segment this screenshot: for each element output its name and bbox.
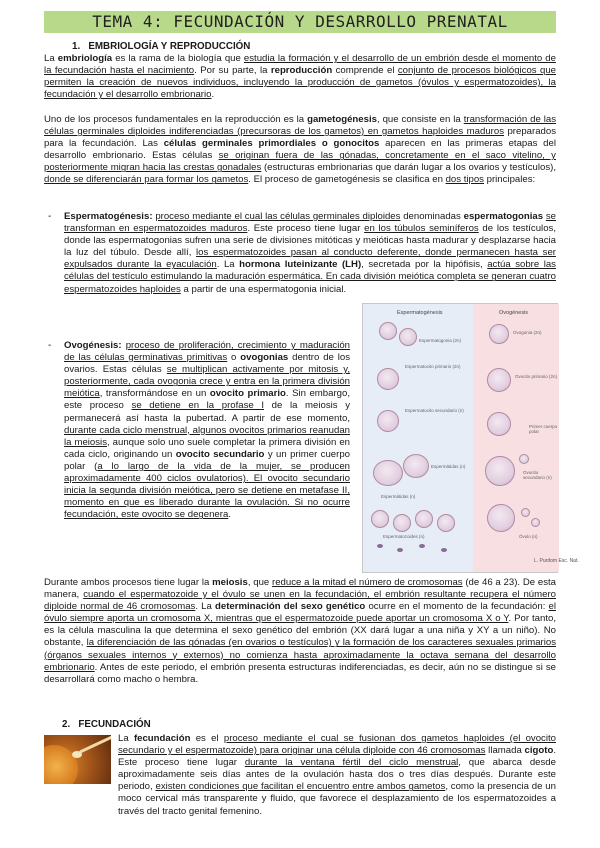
primary-oocyte-cell xyxy=(487,412,511,436)
figure-note: Espermatocito primario (2n) xyxy=(405,364,461,369)
sperm-icon xyxy=(419,544,425,548)
paragraph-embriologia: La embriología es la rama de la biología que estudia la formación y el desarrollo de un embrión desde el momento de la fecundación hasta el nacimiento. Por su parte, la reproducción comprende el conjunto de procesos biológicos que permiten la creación de nuevos individuos, incluyendo la producción de gametos (óvulos y espermatozoides), la fecundación y el desarrollo embrionario. xyxy=(44,53,556,101)
paragraph-fecundacion-top: La fecundación es el proceso mediante el cual se fusionan dos gametos haploides (el ovocito secundario y el espermatozoide) para originar una célula diploide con 46 cromosomas llamada cigoto. Este proceso tiene lugar durante la ventana fértil del ciclo menstrual, que abarca desde aproximadamente seis días antes de la ovulación hasta dos o tres días después. Durante este periodo, existen condiciones que facilitan el encuentro entre ambos gametos, como la presencia de un moco cervical más transparente y fluido, que favorece el desplazamiento de los espermatozoides a través del tracto genital femenino. xyxy=(118,733,556,817)
secondary-spermatocyte-cell xyxy=(415,510,433,528)
section-2-heading xyxy=(62,719,151,731)
oogenesis-panel xyxy=(473,304,559,572)
figure-note: Espermatozoides (n) xyxy=(383,534,425,539)
secondary-spermatocyte-cell xyxy=(371,510,389,528)
oogenesis-label: Ovogénesis xyxy=(499,310,529,316)
secondary-oocyte-cell xyxy=(485,456,515,486)
title-banner xyxy=(44,11,556,33)
dividing-cell xyxy=(403,454,429,478)
dividing-cell xyxy=(373,460,403,486)
primary-oocyte-cell xyxy=(487,368,511,392)
figure-note: Espermatogonia (2n) xyxy=(419,338,462,343)
section-1-heading xyxy=(72,41,250,53)
secondary-spermatocyte-cell xyxy=(437,514,455,532)
sperm-head xyxy=(72,751,82,758)
page-title: TEMA 4: FECUNDACIÓN Y DESARROLLO PRENATAL xyxy=(92,11,508,31)
figure-note: Espermátidas (n) xyxy=(431,464,466,469)
figure-note: Espermatocito secundario (n) xyxy=(405,408,464,413)
bullet-dash: - xyxy=(48,340,52,351)
bullet-espermatogenesis: Espermatogénesis: proceso mediante el cual las células germinales diploides denominadas espermatogonias se transforman en espermatozoides maduros. Este proceso tiene lugar en los túbulos seminíferos de los testículos, donde las espermatogonias sufren una serie de divisiones mitóticas y meióticas hasta madurar y desplazarse hacia la luz del túbulo. Desde allí, los espermatozoides pasan al conducto deferente, donde permanecen hasta ser expulsados durante la eyaculación. La hormona luteinizante (LH), secretada por la hipófisis, actúa sobre las células del testículo estimulando la maduración espermática. En cada división meiótica completa se generan cuatro espermatozoides haploides a partir de una espermatogonia inicial. xyxy=(64,211,556,295)
paragraph-gametogenesis: Uno de los procesos fundamentales en la reproducción es la gametogénesis, que consiste en la transformación de las células germinales diploides indiferenciadas (precursoras de los gametos) en gametos haploides maduros preparados para la fecundación. Las células germinales primordiales o gonocitos aparecen en las primeras etapas del desarrollo embrionario. Estas células se originan fuera de las gónadas, concretamente en el saco vitelino, y posteriormente migran hacia las crestas gonadales (estructuras embrionarias que darán lugar a los ovarios y testículos), donde se diferenciarán para formar los gametos. El proceso de gametogénesis se clasifica en dos tipos principales: xyxy=(44,114,557,186)
spermatogonia-cell xyxy=(399,328,417,346)
figure-note: Ovogonia (2n) xyxy=(513,330,542,335)
section-title: EMBRIOLOGÍA Y REPRODUCCIÓN xyxy=(88,41,251,52)
figure-note: Primer cuerpo polar xyxy=(529,424,558,434)
secondary-spermatocyte-cell xyxy=(393,514,411,532)
figure-note: Ovocito primario (2n) xyxy=(515,374,558,379)
section-number: 1. xyxy=(72,41,81,52)
section-title: FECUNDACIÓN xyxy=(78,719,151,730)
figure-note: Óvulo (n) xyxy=(519,534,538,539)
spermatogenesis-panel xyxy=(363,304,473,572)
bullet-ovogenesis: Ovogénesis: proceso de proliferación, crecimiento y maduración de las células germinativas primitivas o ovogonias dentro de los ovarios. Estas células se multiplican activamente por mitosis y, posteriormente, cada ovogonia crece y entra en la primera división meiótica, transformándose en un ovocito primario. Sin embargo, este proceso se detiene en la profase I de la meiosis y permanecerá así hasta la pubertad. A partir de ese momento, durante cada ciclo menstrual, algunos ovocitos primarios reanudan la meiosis, aunque solo uno suele completar la primera división en cada ciclo, originando un ovocito secundario y un primer cuerpo polar (a lo largo de la vida de la mujer, se producen aproximadamente 400 ciclos ovulatorios). El ovocito secundario inicia la segunda división meiótica, pero se detiene en metafase II, momento en que es liberado durante la ovulación. Si no ocurre fecundación, este ovocito se degenera. xyxy=(64,340,351,521)
figure-note: Espermátidas (n) xyxy=(381,494,416,499)
spermatogenesis-label: Espermatogénesis xyxy=(397,310,443,316)
primary-spermatocyte-cell xyxy=(377,410,399,432)
figure-note: Ovocito secundario (n) xyxy=(523,470,552,480)
sperm-tail xyxy=(79,736,111,754)
ovum-cell xyxy=(487,504,515,532)
figure-credit: L. Purdom Esc. Nat. xyxy=(534,558,579,564)
sperm-icon xyxy=(397,548,403,552)
polar-body xyxy=(519,454,529,464)
gametogenesis-diagram xyxy=(362,303,558,573)
paragraph-meiosis: Durante ambos procesos tiene lugar la meiosis, que reduce a la mitad el número de cromosomas (de 46 a 23). De esta manera, cuando el espermatozoide y el óvulo se unen en la fecundación, el embrión resultante recupera el número diploide normal de 46 cromosomas. La determinación del sexo genético ocurre en el momento de la fecundación: el óvulo siempre aporta un cromosoma X, mientras que el espermatozoide puede aportar un cromosoma X o Y. Por tanto, es la célula masculina la que determina el sexo genético del embrión (XX dará lugar a una niña y XY a un niño). No obstante, la diferenciación de las gónadas (en ovarios o testículos) y la formación de los caracteres sexuales primarios (órganos sexuales internos y externos) no comienza hasta aproximadamente la octava semana del desarrollo embrionario. Antes de este periodo, el embrión presenta estructuras indiferenciadas, es decir, aún no se distingue si se desarrollará como macho o hembra. xyxy=(44,577,557,685)
oogonia-cell xyxy=(489,324,509,344)
sperm-icon xyxy=(377,544,383,548)
fertilization-photo xyxy=(44,735,111,784)
bullet-dash: - xyxy=(48,211,52,222)
section-number: 2. xyxy=(62,719,71,730)
primary-spermatocyte-cell xyxy=(377,368,399,390)
sperm-icon xyxy=(441,548,447,552)
spermatogonia-cell xyxy=(379,322,397,340)
polar-body xyxy=(521,508,530,517)
polar-body xyxy=(531,518,540,527)
